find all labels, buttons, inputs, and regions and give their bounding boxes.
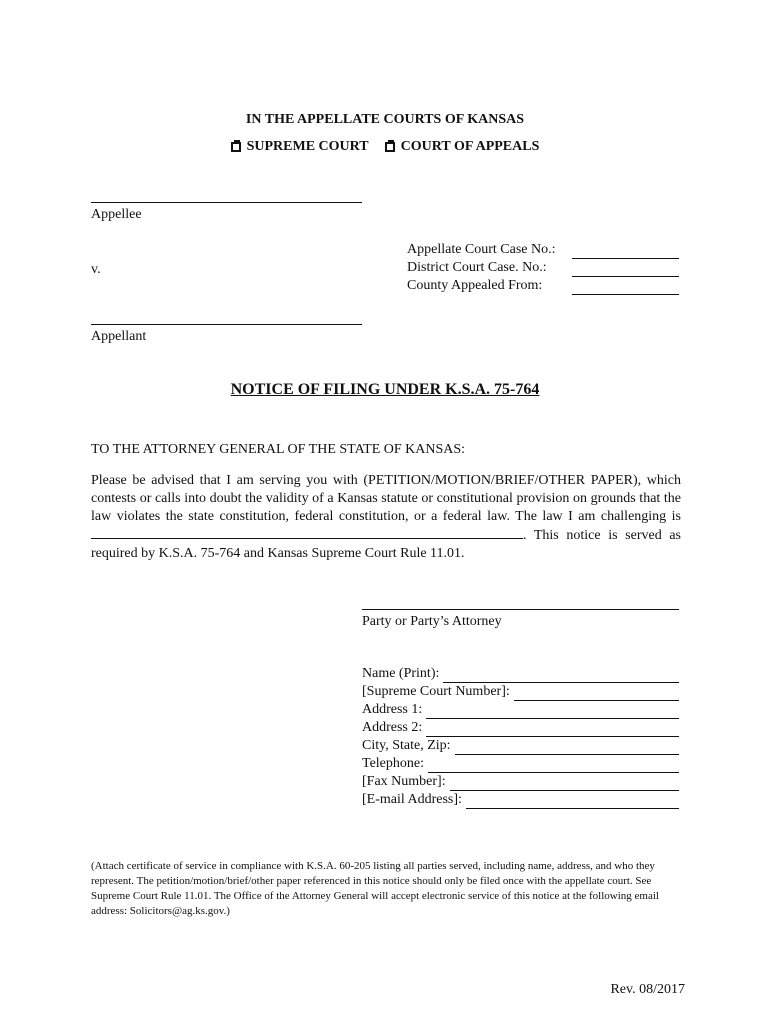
case-field-county[interactable] (407, 277, 679, 295)
law-challenged-line[interactable] (91, 526, 523, 539)
checkbox-icon[interactable] (231, 142, 241, 152)
court-option-supreme[interactable] (231, 138, 369, 156)
case-field-line[interactable] (572, 280, 679, 295)
sig-field-label: Address 2: (362, 720, 423, 735)
case-field-label: District Court Case. No.: (407, 260, 547, 275)
case-field-label: County Appealed From: (407, 278, 543, 293)
notice-addressee: TO THE ATTORNEY GENERAL OF THE STATE OF KANSAS: (91, 442, 466, 457)
case-field-line[interactable] (572, 262, 679, 277)
appellee-label: Appellee (91, 207, 142, 222)
sig-field-line[interactable] (426, 705, 679, 719)
sig-field-name[interactable] (362, 665, 679, 683)
case-field-label: Appellate Court Case No.: (407, 242, 556, 257)
sig-field-address-1[interactable] (362, 701, 679, 719)
sig-field-label: Name (Print): (362, 666, 440, 681)
sig-field-label: Address 1: (362, 702, 423, 717)
sig-field-label: [Supreme Court Number]: (362, 684, 510, 699)
case-fields (407, 241, 679, 295)
footer-note: (Attach certificate of service in compliance with K.S.A. 60-205 listing all parties served, including name, address, and who they represent. The petition/motion/brief/other paper referenced in this notice should only be filed once with the appellate court. See Supreme Court Rule 11.01. The Office of the Attorney General will accept electronic service of this notice at the following email address: Solicitors@ag.ks.gov.) (91, 860, 659, 917)
sig-field-label: [Fax Number]: (362, 774, 446, 789)
case-field-line[interactable] (572, 244, 679, 259)
sig-field-line[interactable] (428, 759, 679, 773)
sig-field-line[interactable] (466, 795, 679, 809)
sig-field-line[interactable] (455, 741, 679, 755)
appellant-name-line[interactable] (91, 324, 362, 325)
sig-field-label: Telephone: (362, 756, 424, 771)
court-option-label: SUPREME COURT (246, 139, 369, 154)
signature-line[interactable] (362, 609, 679, 610)
court-option-label: COURT OF APPEALS (400, 139, 540, 154)
court-options (0, 138, 770, 156)
sig-field-telephone[interactable] (362, 755, 679, 773)
versus-text: v. (91, 262, 101, 277)
notice-title: NOTICE OF FILING UNDER K.S.A. 75-764 (230, 381, 540, 398)
checkbox-icon[interactable] (385, 142, 395, 152)
sig-field-address-2[interactable] (362, 719, 679, 737)
court-option-appeals[interactable] (385, 138, 540, 156)
sig-field-label: [E-mail Address]: (362, 792, 462, 807)
court-title: IN THE APPELLATE COURTS OF KANSAS (245, 112, 525, 127)
revision-date: Rev. 08/2017 (610, 982, 685, 997)
sig-field-line[interactable] (443, 669, 679, 683)
sig-field-label: City, State, Zip: (362, 738, 451, 753)
signature-fields (362, 665, 679, 809)
signature-label: Party or Party’s Attorney (362, 614, 502, 629)
appellant-label: Appellant (91, 329, 147, 344)
sig-field-supreme-court-number[interactable] (362, 683, 679, 701)
sig-field-fax-number[interactable] (362, 773, 679, 791)
notice-body-part1: Please be advised that I am serving you with (PETITION/MOTION/BRIEF/OTHER PAPER), which contests or calls into doubt the validity of a Kansas statute or constitutional provision on grounds that the law violates the state constitution, federal constitution, or a federal law. The law I am challenging is (91, 473, 681, 524)
case-field-appellate[interactable] (407, 241, 679, 259)
notice-body-part2: . This notice is served as required by K.S.A. 75-764 and Kansas Supreme Court Rule 11.01. (91, 528, 681, 561)
case-field-district[interactable] (407, 259, 679, 277)
sig-field-email[interactable] (362, 791, 679, 809)
sig-field-line[interactable] (426, 723, 679, 737)
sig-field-city-state-zip[interactable] (362, 737, 679, 755)
notice-body (91, 472, 681, 563)
appellee-name-line[interactable] (91, 202, 362, 203)
sig-field-line[interactable] (514, 687, 679, 701)
sig-field-line[interactable] (450, 777, 679, 791)
